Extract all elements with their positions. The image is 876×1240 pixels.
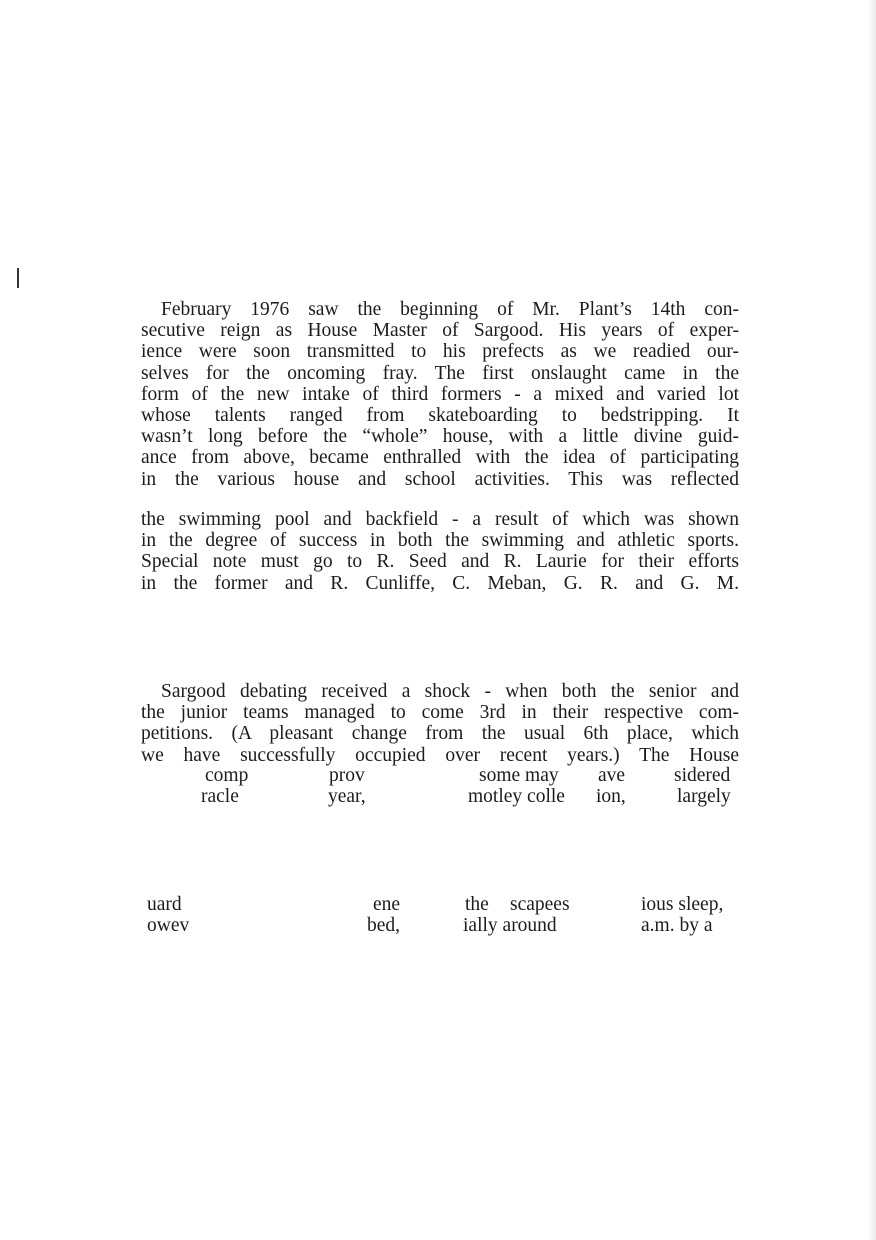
text-line: secutive reign as House Master of Sargood. His years of exper- <box>141 320 739 342</box>
text-line: in the former and R. Cunliffe, C. Meban, G. R. and G. M. <box>141 572 739 594</box>
text-line: selves for the oncoming fray. The first onslaught came in the <box>141 362 739 384</box>
text-fragment: scapees <box>510 894 570 915</box>
text-line: wasn’t long before the “whole” house, with a little divine guid- <box>141 426 739 448</box>
fragment-row <box>141 765 739 786</box>
text-line: the junior teams managed to come 3rd in their respective com- <box>141 702 739 724</box>
paragraph-house-master <box>141 299 739 490</box>
text-line: February 1976 saw the beginning of Mr. Plant’s 14th con- <box>161 299 739 320</box>
text-line: form of the new intake of third formers - a mixed and varied lot <box>141 383 739 405</box>
text-line: we have successfully occupied over recent years.) The House <box>141 744 739 766</box>
fragment-row <box>141 786 739 807</box>
text-fragment: motley colle <box>468 786 565 807</box>
text-line: petitions. (A pleasant change from the usual 6th place, which <box>141 723 739 745</box>
paragraph-debating <box>141 681 739 766</box>
text-fragment: year, <box>328 786 366 807</box>
fragment-row <box>141 894 739 915</box>
text-fragment: prov <box>329 765 365 786</box>
page-edge-shadow <box>868 0 876 1240</box>
margin-mark <box>17 268 19 288</box>
text-fragment: largely <box>677 786 731 807</box>
text-fragment: bed, <box>367 915 401 936</box>
text-line: Sargood debating received a shock - when both the senior and <box>161 681 739 702</box>
text-fragment: uard <box>147 894 182 915</box>
text-fragment: the <box>465 894 489 915</box>
text-fragment: racle <box>201 786 239 807</box>
text-line: in the degree of success in both the swimming and athletic sports. <box>141 530 739 552</box>
text-fragment: ion, <box>596 786 626 807</box>
text-fragment: a.m. by a <box>641 915 713 936</box>
text-line: ance from above, became enthralled with the idea of participating <box>141 447 739 469</box>
paragraph-sports <box>141 509 739 594</box>
text-line: whose talents ranged from skateboarding to bedstripping. It <box>141 404 739 426</box>
text-line: ience were soon transmitted to his prefects as we readied our- <box>141 341 739 363</box>
text-fragment: sidered <box>674 765 731 786</box>
text-fragment: some may <box>479 765 559 786</box>
text-fragment: ave <box>598 765 626 786</box>
text-fragment: comp <box>205 765 249 786</box>
text-line: the swimming pool and backfield - a result of which was shown <box>141 509 739 530</box>
text-line: in the various house and school activities. This was reflected <box>141 468 739 490</box>
text-line: Special note must go to R. Seed and R. Laurie for their efforts <box>141 551 739 573</box>
text-fragment: ially around <box>463 915 557 936</box>
fragment-row <box>141 915 739 936</box>
text-fragment: ene <box>373 894 401 915</box>
text-fragment: ious sleep, <box>641 894 724 915</box>
text-fragment: owev <box>147 915 190 936</box>
